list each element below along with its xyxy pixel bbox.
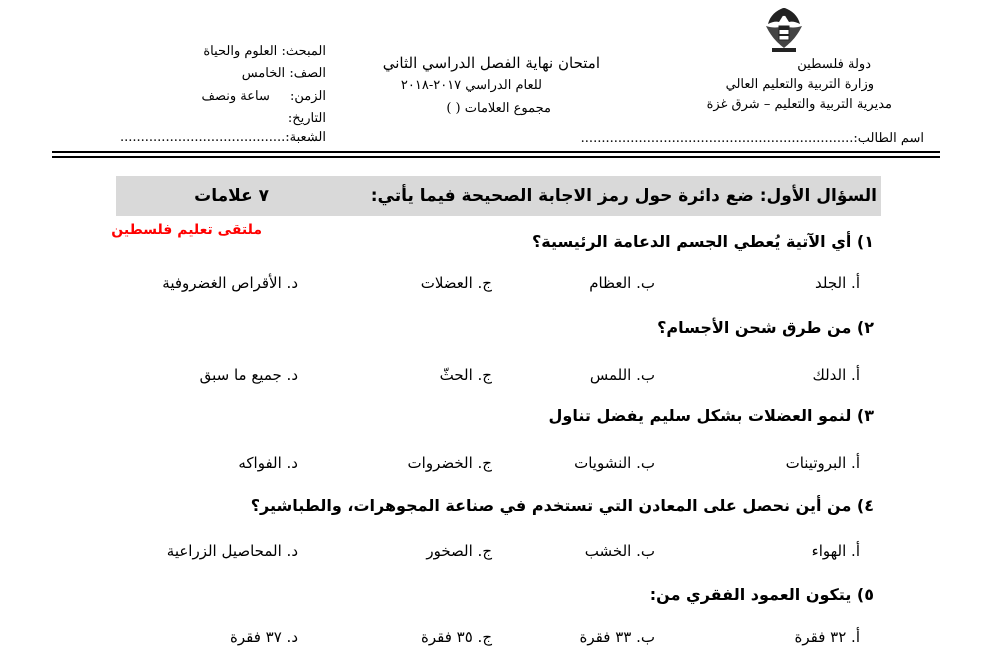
total-marks: مجموع العلامات ( ) xyxy=(446,101,551,116)
state-name: دولة فلسطين xyxy=(797,57,871,72)
subject-value: العلوم والحياة xyxy=(203,44,278,59)
option-4b[interactable]: ب. الخشب xyxy=(584,542,655,560)
option-1a[interactable]: أ. الجلد xyxy=(815,274,860,292)
question-item-3: ٣) لنمو العضلات بشكل سليم يفضل تناول xyxy=(548,406,874,425)
option-5d[interactable]: د. ٣٧ فقرة xyxy=(229,628,298,646)
section-row[interactable] xyxy=(120,129,326,146)
question-item-1: ١) أي الآتية يُعطي الجسم الدعامة الرئيسية؟ xyxy=(531,232,874,251)
date-label: التاريخ: xyxy=(287,111,326,126)
palestine-emblem-logo xyxy=(762,4,806,54)
exam-title: امتحان نهاية الفصل الدراسي الثاني xyxy=(382,54,600,72)
question-item-5: ٥) يتكون العمود الفقري من: xyxy=(649,585,874,604)
option-3d[interactable]: د. الفواكه xyxy=(238,454,298,472)
option-1b[interactable]: ب. العظام xyxy=(589,274,655,292)
site-watermark: ملتقى تعليم فلسطين xyxy=(111,222,262,238)
option-5b[interactable]: ب. ٣٣ فقرة xyxy=(579,628,655,646)
time-label: الزمن: xyxy=(290,89,326,104)
header-divider-bottom xyxy=(52,156,940,158)
option-4c[interactable]: ج. الصخور xyxy=(426,542,492,560)
student-name-label: اسم الطالب: xyxy=(853,131,924,146)
option-5c[interactable]: ج. ٣٥ فقرة xyxy=(420,628,492,646)
option-4d[interactable]: د. المحاصيل الزراعية xyxy=(166,542,298,560)
option-1d[interactable]: د. الأقراص الغضروفية xyxy=(162,274,298,292)
question-title: السؤال الأول: ضع دائرة حول رمز الاجابة الصحيحة فيما يأتي: xyxy=(370,186,877,206)
ministry-name: وزارة التربية والتعليم العالي xyxy=(725,77,874,92)
option-5a[interactable]: أ. ٣٢ فقرة xyxy=(794,628,860,646)
subject-label: المبحث: xyxy=(281,44,326,59)
section-dots: ........................................ xyxy=(119,130,286,145)
question-item-2: ٢) من طرق شحن الأجسام؟ xyxy=(657,318,874,337)
student-name-field[interactable] xyxy=(581,130,924,147)
option-2b[interactable]: ب. اللمس xyxy=(589,366,655,384)
option-2a[interactable]: أ. الدلك xyxy=(812,366,860,384)
grade-value: الخامس xyxy=(241,66,286,81)
grade-row xyxy=(242,65,326,82)
question-item-4: ٤) من أين نحصل على المعادن التي تستخدم في صناعة المجوهرات، والطباشير؟ xyxy=(250,496,874,515)
option-3a[interactable]: أ. البروتينات xyxy=(785,454,860,472)
option-4a[interactable]: أ. الهواء xyxy=(811,542,860,560)
section-label: الشعبة: xyxy=(285,130,326,145)
subject-row xyxy=(203,43,326,60)
student-name-dots: .................................................................. xyxy=(580,131,854,146)
option-1c[interactable]: ج. العضلات xyxy=(420,274,492,292)
time-row xyxy=(202,88,326,105)
option-3b[interactable]: ب. النشويات xyxy=(574,454,655,472)
header-divider-top xyxy=(52,151,940,153)
option-2d[interactable]: د. جميع ما سبق xyxy=(199,366,298,384)
time-value: ساعة ونصف xyxy=(201,89,270,104)
question-marks: ٧ علامات xyxy=(194,186,269,206)
option-3c[interactable]: ج. الخضروات xyxy=(407,454,492,472)
grade-label: الصف: xyxy=(289,66,326,81)
academic-year: للعام الدراسي ٢٠١٧-٢٠١٨ xyxy=(400,78,542,93)
directorate-name: مديرية التربية والتعليم – شرق غزة xyxy=(706,97,892,112)
option-2c[interactable]: ج. الحثّ xyxy=(439,366,492,384)
